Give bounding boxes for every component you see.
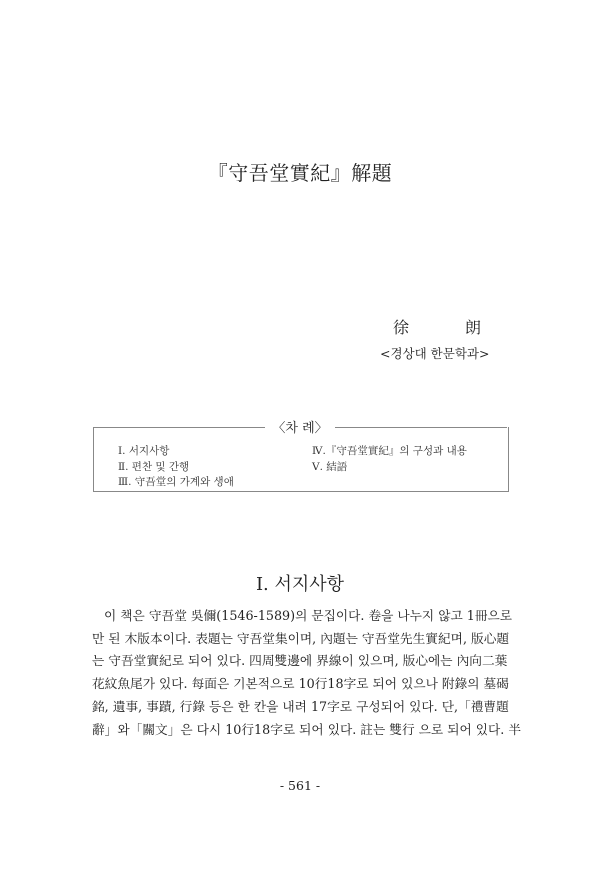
page-number: - 561 - [279, 778, 321, 793]
paragraph-line: 는 守吾堂實紀로 되어 있다. 四周雙邊에 界線이 있으며, 版心에는 內向二葉 [92, 653, 508, 669]
toc-item: Ⅴ. 結語 [312, 461, 348, 473]
section-title: Ⅰ. 서지사항 [255, 574, 345, 595]
toc-item: Ⅳ.『守吾堂實紀』의 구성과 내용 [312, 445, 467, 457]
toc-item: Ⅰ. 서지사항 [118, 445, 170, 457]
paragraph-line: 만 된 木版本이다. 表題는 守吾堂集이며, 內題는 守吾堂先生實紀며, 版心題 [92, 630, 510, 646]
toc-item: Ⅲ. 守吾堂의 가계와 생애 [118, 476, 234, 488]
document-title: 『守吾堂實紀』解題 [207, 161, 393, 185]
toc-heading: 〈차 례〉 [272, 421, 328, 436]
body-paragraph [92, 605, 522, 741]
author-name-part: 朗 [464, 318, 481, 337]
paragraph-line: 辭」와「關文」은 다시 10行18字로 되어 있다. 註는 雙行 으로 되어 있다. 半 [92, 721, 522, 737]
toc-item: Ⅱ. 편찬 및 간행 [118, 461, 190, 473]
paragraph-line: 이 책은 守吾堂 吳儞(1546-1589)의 문집이다. 卷을 나누지 않고 1冊으로 [104, 608, 513, 623]
table-of-contents [93, 427, 509, 492]
author-name-part: 徐 [393, 318, 410, 337]
author-name [393, 315, 481, 338]
paragraph-line: 銘, 遺事, 事蹟, 行錄 등은 한 칸을 내려 17字로 구성되어 있다. 단,「禮曹題 [92, 698, 509, 714]
author-affiliation: <경상대 한문학과> [380, 346, 490, 361]
paragraph-line: 花紋魚尾가 있다. 每面은 기본적으로 10行18字로 되어 있으나 附錄의 墓碣 [92, 676, 509, 692]
